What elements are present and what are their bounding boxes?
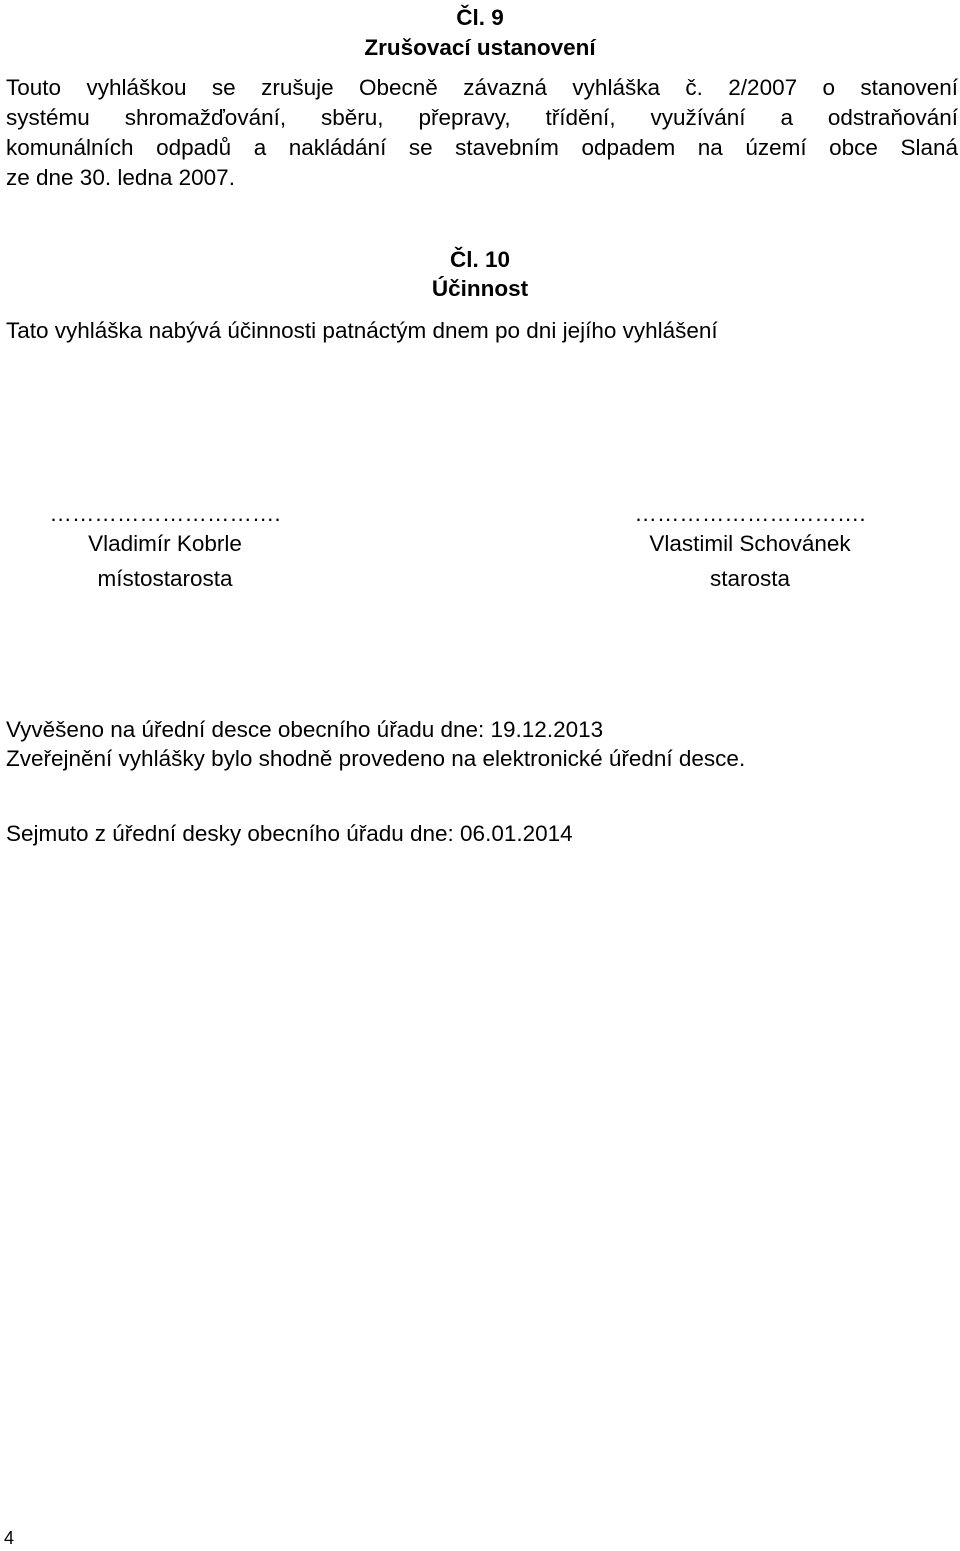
page-number: 4	[4, 1528, 15, 1548]
signer-name-right: Vlastimil Schovánek	[649, 531, 851, 556]
article-10-text: Tato vyhláška nabývá účinnosti patnáctým dnem po dni jejího vyhlášení	[6, 318, 718, 343]
notice-removed: Sejmuto z úřední desky obecního úřadu dne: 06.01.2014	[6, 821, 573, 846]
signer-role-left: místostarosta	[97, 566, 233, 591]
article-9-line-3: komunálních odpadů a nakládání se stavebním odpadem na území obce Slaná	[6, 135, 958, 160]
article-10-number: Čl. 10	[449, 247, 511, 272]
article-10-title: Účinnost	[431, 276, 529, 301]
notice-published: Zveřejnění vyhlášky bylo shodně provedeno na elektronické úřední desce.	[6, 746, 746, 771]
article-9-line-2: systému shromažďování, sběru, přepravy, třídění, využívání a odstraňování	[6, 105, 958, 130]
notice-posted: Vyvěšeno na úřední desce obecního úřadu dne: 19.12.2013	[6, 717, 604, 742]
article-9-paragraph	[6, 73, 958, 193]
signer-name-left: Vladimír Kobrle	[88, 531, 242, 556]
signer-role-right: starosta	[709, 566, 791, 591]
article-9-title: Zrušovací ustanovení	[364, 35, 596, 60]
signature-line-left: ………………………….	[49, 501, 281, 526]
article-9-line-1: Touto vyhláškou se zrušuje Obecně závazná vyhláška č. 2/2007 o stanovení	[6, 75, 958, 100]
signature-line-right: ………………………….	[634, 501, 866, 526]
article-9-line-4: ze dne 30. ledna 2007.	[6, 165, 235, 190]
article-9-number: Čl. 9	[456, 5, 504, 30]
